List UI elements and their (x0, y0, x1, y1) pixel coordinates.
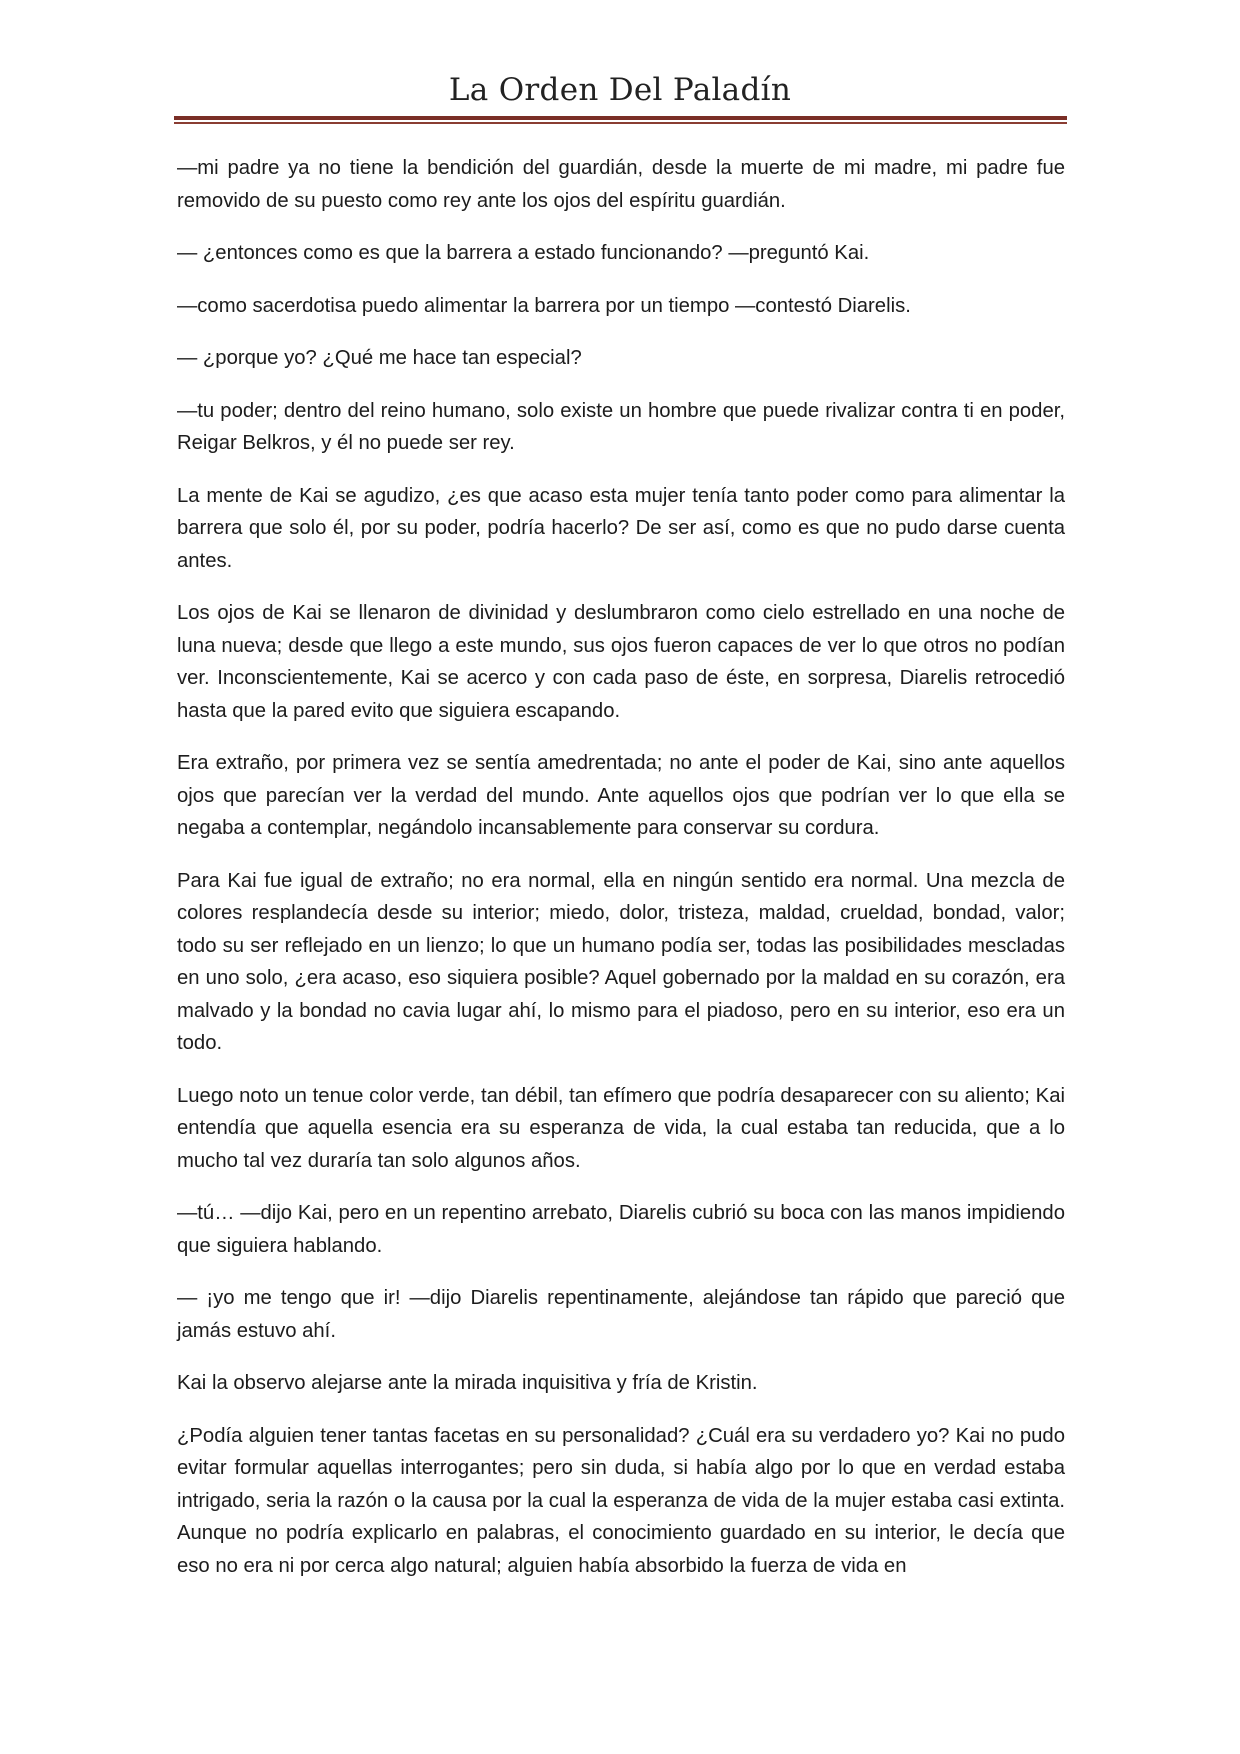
page-header (172, 72, 1068, 109)
paragraph: —mi padre ya no tiene la bendición del guardián, desde la muerte de mi madre, mi padre fue removido de su puesto como rey ante los ojos del espíritu guardián. (177, 157, 1065, 212)
paragraph: — ¿entonces como es que la barrera a estado funcionando? —preguntó Kai. (177, 242, 870, 264)
paragraph: — ¡yo me tengo que ir! —dijo Diarelis repentinamente, alejándose tan rápido que pareció que jamás estuvo ahí. (177, 1287, 1065, 1342)
paragraph: Los ojos de Kai se llenaron de divinidad y deslumbraron como cielo estrellado en una noche de luna nueva; desde que llego a este mundo, sus ojos fueron capaces de ver lo que otros no podían ver. Inconscientemente, Kai se acerco y con cada paso de éste, en sorpresa, Diarelis retrocedió hasta que la pared evito que siguiera escapando. (177, 602, 1065, 722)
body-text (177, 152, 1065, 1602)
paragraph: ¿Podía alguien tener tantas facetas en su personalidad? ¿Cuál era su verdadero yo? Kai no pudo evitar formular aquellas interrogantes; pero sin duda, si había algo por lo que en verdad estaba intrigado, seria la razón o la causa por la cual la esperanza de vida de la mujer estaba casi extinta. Aunque no podría explicarlo en palabras, el conocimiento guardado en su interior, le decía que eso no era ni por cerca algo natural; alguien había absorbido la fuerza de vida en (177, 1424, 1065, 1577)
paragraph: Para Kai fue igual de extraño; no era normal, ella en ningún sentido era normal. Una mezcla de colores resplandecía desde su interior; miedo, dolor, tristeza, maldad, crueldad, bondad, valor; todo su ser reflejado en un lienzo; lo que un humano podía ser, todas las posibilidades mescladas en uno solo, ¿era acaso, eso siquiera posible? Aquel gobernado por la maldad en su corazón, era malvado y la bondad no cavia lugar ahí, lo mismo para el piadoso, pero en su interior, eso era un todo. (177, 869, 1065, 1054)
paragraph: La mente de Kai se agudizo, ¿es que acaso esta mujer tenía tanto poder como para alimentar la barrera que solo él, por su poder, podría hacerlo? De ser así, como es que no pudo darse cuenta antes. (177, 484, 1065, 572)
paragraph: —tú… —dijo Kai, pero en un repentino arrebato, Diarelis cubrió su boca con las manos impidiendo que siguiera hablando. (177, 1202, 1065, 1257)
paragraph: —como sacerdotisa puedo alimentar la barrera por un tiempo —contestó Diarelis. (177, 294, 911, 317)
paragraph: —tu poder; dentro del reino humano, solo existe un hombre que puede rivalizar contra ti en poder, Reigar Belkros, y él no puede ser rey. (177, 399, 1065, 454)
paragraph: Kai la observo alejarse ante la mirada inquisitiva y fría de Kristin. (177, 1372, 758, 1394)
paragraph: — ¿porque yo? ¿Qué me hace tan especial? (177, 347, 582, 369)
paragraph: Luego noto un tenue color verde, tan débil, tan efímero que podría desaparecer con su aliento; Kai entendía que aquella esencia era su esperanza de vida, la cual estaba tan reducida, que a lo mucho tal vez duraría tan solo algunos años. (177, 1084, 1065, 1172)
header-rule-thin (174, 122, 1067, 124)
header-rule-thick (174, 116, 1067, 120)
page-title: La Orden Del Paladín (448, 72, 792, 108)
paragraph: Era extraño, por primera vez se sentía amedrentada; no ante el poder de Kai, sino ante aquellos ojos que parecían ver la verdad del mundo. Ante aquellos ojos que podrían ver lo que ella se negaba a contemplar, negándolo incansablemente para conservar su cordura. (177, 752, 1065, 839)
